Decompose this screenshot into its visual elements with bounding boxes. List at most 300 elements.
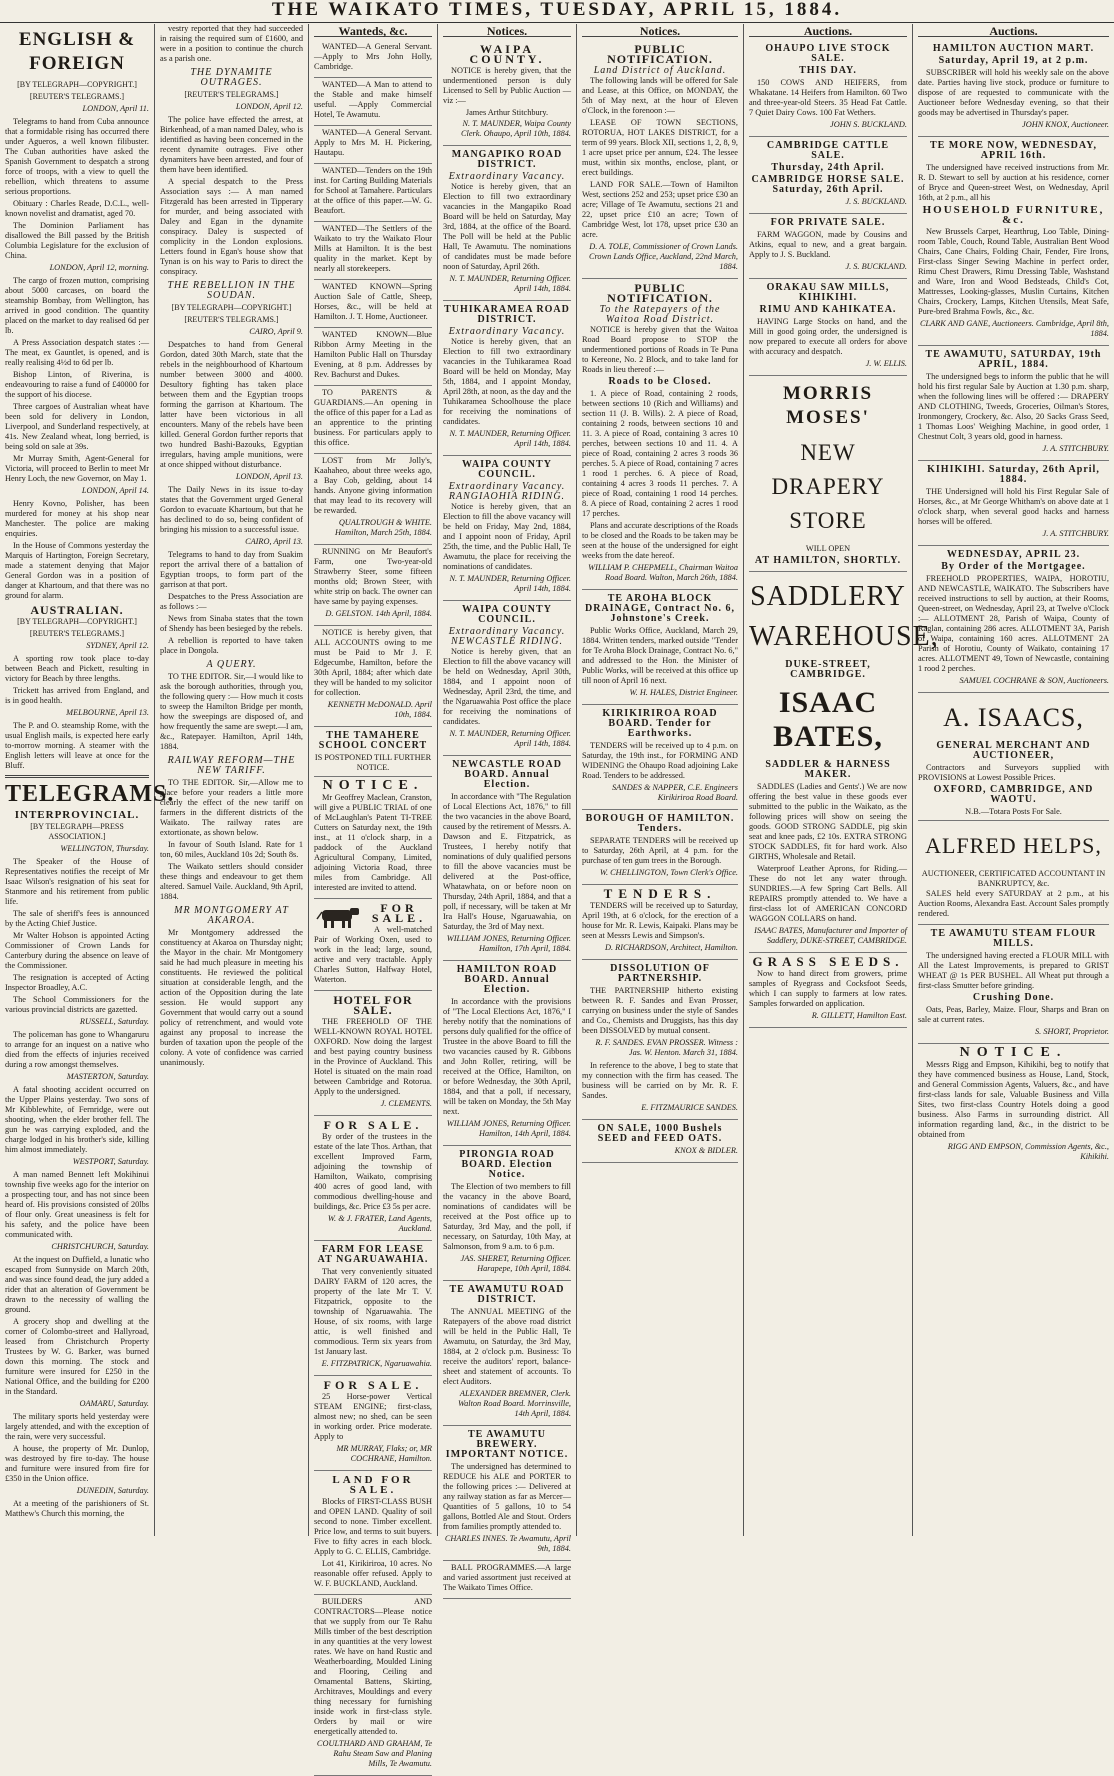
ad-heading: LAND FOR SALE.: [332, 1474, 414, 1496]
ad-heading: WEDNESDAY, APRIL 23.: [946, 549, 1081, 560]
auction-ad: [918, 461, 1109, 546]
ad-text: N.B.—Totara Posts For Sale.: [965, 807, 1062, 816]
notice-block: [443, 1426, 571, 1561]
section-heading-english-foreign: ENGLISH & FOREIGN: [18, 29, 136, 74]
section-heading-notices: Notices.: [582, 26, 738, 37]
ad-text: Lot 41, Kirikiriroa, 10 acres. No reasonable offer refused. Apply to W. F. BUCKLAND, Auckland.: [314, 1559, 432, 1588]
notice-title: BOROUGH OF HAMILTON. Tenders.: [585, 813, 735, 834]
ad-signature: W. & J. FRATER, Land Agents, Auckland.: [327, 1214, 432, 1233]
copyright-line: [BY TELEGRAPH—COPYRIGHT.]: [171, 303, 292, 312]
notice-signature: WILLIAM JONES, Returning Officer. Hamilton, 17th April, 1884.: [446, 934, 571, 953]
article-paragraph: Mr Murray Smith, Agent-General for Victoria, will proceed to Berlin to meet Mr Henry Loch, the new Governor, on May 1.: [5, 454, 149, 483]
column-6: [744, 24, 939, 1536]
article-paragraph: The Dominion Parliament has disallowed the Bill passed by the British Columbia Legislature for the exclusion of China.: [5, 221, 149, 260]
ad-text: SUBSCRIBER will hold his weekly sale on the above date. Parties having live stock, produce or furniture to dispose of are requested to communicate with the Auctioneer before Wednesday evening, so that their goods may be advertised in Thursday's paper.: [918, 68, 1109, 117]
ad-subheading: SADDLER & HARNESS MAKER.: [765, 759, 891, 780]
auction-ad: [749, 40, 907, 137]
notice-signature: N. T. MAUNDER, Returning Officer. April 14th, 1884.: [449, 574, 571, 593]
article-paragraph: News from Sinaba states that the town of Shendy has been besieged by the rebels.: [160, 614, 303, 633]
ad-text: HAVING Large Stocks on hand, and the Mill in good going order, the undersigned is now prepared to execute all orders for above with accuracy and despatch.: [749, 317, 907, 356]
column-3: [309, 24, 438, 1768]
notice-text: In accordance with "The Regulation of Local Elections Act, 1876," to fill the two vacancies in the above Board, caused by the retirement of Messrs. A. Dawson and E. Fitzpatrick, as Trustees, I hereby notify that nominations of duly qualified persons to fill the above vacancies must be delivered at the Post-office, Whatawhata, on or before noon on Thursday, 24th April, 1884, and that a poll, if necessary, will be taken at Mr Ira Hall's House, Ngaruawahia, on Saturday, the 3rd of May next.: [443, 792, 571, 931]
ad-subheading: Saturday, April 19, at 2 p.m.: [938, 55, 1089, 66]
column-5: [577, 24, 744, 1536]
notice-text: Notice is hereby given, that an Election to fill the above vacancy will be held on Friday, May 2nd, 1884, and I appoint noon of Friday, April 25th, the time, and the Public Hall, Te Awamutu, the place for receiving the nominations of candidates.: [443, 502, 571, 571]
copyright-line: [BY TELEGRAPH—COPYRIGHT.]: [17, 617, 137, 626]
notice-subtitle: Roads to be Closed.: [608, 376, 712, 387]
notice-title: TE AWAMUTU BREWERY. IMPORTANT NOTICE.: [445, 1429, 569, 1460]
ad-heading: TE MORE NOW, WEDNESDAY, APRIL 16th.: [929, 140, 1098, 161]
classified-ad: [314, 454, 432, 545]
ad-heading: HAMILTON AUCTION MART.: [932, 43, 1095, 54]
ad-signature: E. FITZPATRICK, Ngaruawahia.: [321, 1359, 432, 1368]
article-paragraph: A Press Association despatch states :— The meat, ex Gauntlet, is opened, and is really realising 4½d to 6d per lb.: [5, 338, 149, 367]
article-paragraph: Mr Walter Hobson is appointed Acting Commissioner of Crown Lands for Canterbury during the absence on leave of the Commissioner.: [5, 931, 149, 970]
section-subheading-interprovincial: INTERPROVINCIAL.: [14, 809, 140, 821]
dateline: WESTPORT, Saturday.: [72, 1157, 149, 1166]
ad-heading: TE AWAMUTU, SATURDAY, 19th APRIL, 1884.: [925, 349, 1102, 370]
notice-text: TENDERS will be received up to Saturday, April 19th, at 6 o'clock, for the erection of a house for Mr. R. Lewis, Kaipaki. Plans may be seen at Messrs Lewis and Simpson's.: [582, 901, 738, 940]
ad-text: LOST from Mr Jolly's, Kaahaheo, about three weeks ago, a Bay Cob, gelding, about 14 hands. Anyone giving information that may lead to its recovery will be rewarded.: [314, 456, 432, 515]
ad-text: WANTED—A General Servant.—Apply to Mrs John Holly, Cambridge.: [314, 42, 432, 71]
notice-block: [443, 1561, 571, 1599]
ad-text: SADDLES (Ladies and Gents'.) We are now offering the best value in these goods ever submitted to the public in the Waikato, as the following prices will show on seeing the goods. GOOD STRONG SADDLE, pig skin seat and knee pads, £2 10s. EXTRA STRONG STOCK SADDLES, fit for hard work. Also GIRTHS, Wholesale and Retail.: [749, 782, 907, 861]
notice-block: [582, 590, 738, 705]
notice-title: NEWCASTLE ROAD BOARD. Annual Election.: [452, 759, 562, 790]
article-paragraph: The cargo of frozen mutton, comprising about 5000 carcases, on board the steamship Bombay, from Wellington, has arrived in good condition. The quantity placed on the market to day realised 6d per lb.: [5, 276, 149, 335]
notice-text: 1. A piece of Road, containing 2 roods, between sections 10 (Rich and Williams) and section 11 (J. B. Wills). 2. A piece of Road, containing 2 roods, between sections 10 and 11. 3. A piece of Road, containing 3 acres 10 perches, between sections 10 and 11. 4. A piece of Road, containing 2 acres 3 roods 36 perches. 5. A piece of Road, containing 7 acres 1 rood 1 perches. 6. A piece of Road, containing 4 acres 3 roods 11 perches. 7. A piece of Road, containing 1 rood 14 perches. 8. A piece of Road, containing 2 acres 1 rood 17 perches.: [582, 389, 738, 518]
column-4: [438, 24, 577, 1592]
article-paragraph: The Speaker of the House of Representatives notifies the receipt of Mr Isaac Wilson's resignation of his seat for Stanmore and his retirement from public life.: [5, 857, 149, 906]
notice-signature: R. F. SANDES. EVAN PROSSER. Witness : Jas. W. Henton. March 31, 1884.: [595, 1038, 738, 1057]
ad-text: SALES held every SATURDAY at 2 p.m., at his Auction Rooms, Alexandra East. Account Sales promptly rendered.: [918, 889, 1109, 918]
article-title-akaroa: MR MONTGOMERY AT AKAROA.: [174, 905, 289, 926]
notice-ad: [314, 777, 432, 899]
notice-subtitle: Extraordinary Vacancy.: [448, 326, 566, 337]
ad-text: The undersigned have received instructions from Mr. R. D. Stewart to sell by auction at his residence, corner of Bryce and Queen-street West, on Wednesday, April 16th, at 2 p.m., all his: [918, 163, 1109, 202]
ad-text: Contractors and Surveyors supplied with PROVISIONS at Lowest Possible Prices.: [918, 763, 1109, 782]
article-paragraph: The P. and O. steamship Rome, with the usual English mails, is expected here early to-morrow morning. A steamer with the English letters will leave at once for the Bluff.: [5, 721, 149, 770]
engine-for-sale-ad: [314, 1376, 432, 1471]
notice-subtitle: To the Ratepayers of the Waitoa Road District.: [599, 304, 721, 325]
notice-signature: KNOX & BIDLER.: [674, 1146, 738, 1155]
ad-text: New Brussels Carpet, Hearthrug, Loo Table, Dining-room Table, Couch, Round Table, Australian Bent Wood Chairs, Cane Chairs, Folding Chair, Fender, Fire Irons, First-class Singer Sewing Machine in perfect order, Rimu Chest Drawers, Rimu Dressing Table, Washstand and Ware, Iron and Wood Bedsteads, Child's Cot, Mattresses, Looking-glasses, Muslin Curtains, Kitchen Chairs, Crockery, Lamps, Kitchen Utensils, Meat Safe, Pure-bred Brahma Fowls, &c., &c.: [918, 227, 1109, 316]
notice-block: [443, 456, 571, 601]
ad-heading: NOTICE.: [322, 778, 424, 793]
notice-text: NOTICE is hereby given, that the undermentioned person is duly Licensed to Sell by Public Auction — viz :—: [443, 66, 571, 105]
hotel-for-sale-ad: [314, 991, 432, 1116]
notice-subtitle: Extraordinary Vacancy. NEWCASTLE RIDING.: [448, 626, 566, 647]
ad-subheading: RIMU AND KAHIKATEA.: [759, 304, 897, 315]
notice-text: NOTICE is hereby given that the Waitoa Road Board propose to STOP the undermentioned portions of Roads in Te Puna to Kereone, No. 2 Block, and to take land for Roads in lieu thereof :—: [582, 325, 738, 374]
article-paragraph: Telegrams to hand to day from Suakim report the arrival there of a battalion of Egyptian troops, to form part of the garrison at that port.: [160, 550, 303, 589]
farm-lease-ad: [314, 1241, 432, 1376]
grass-seeds-ad: [749, 953, 907, 1028]
saddlery-ad: [749, 572, 939, 953]
dateline: WELLINGTON, Thursday.: [60, 844, 149, 853]
ad-heading: NOTICE.: [959, 1045, 1068, 1060]
dateline: LONDON, April 13.: [235, 472, 303, 481]
land-for-sale-ad: [314, 1471, 432, 1595]
notice-block: [443, 146, 571, 301]
notice-title: MANGAPIKO ROAD DISTRICT.: [451, 149, 563, 170]
section-heading-notices: Notices.: [443, 26, 571, 37]
ad-text: FREEHOLD PROPERTIES, WAIPA, HOROTIU, AND NEWCASTLE, WAIKATO. The Subscribers have received instructions to sell by auction, at their Rooms, Queen-street, on Wednesday, April 23, at Twelve o'Clock :— ALLOTMENT 28, Parish of Waipa, County of Raglan, containing 286 acres. ALLOTMENT 3A, Parish of Waipa, containing 160 acres. ALLOTMENT 2A Parish of Horotiu, County of Waikato, containing 17 acres. ALLOTMENT 49, Town of Newcastle, containing 1 rood 2 perches.: [918, 574, 1109, 673]
notice-text: The following lands will be offered for Sale and Lease, at this Office, on MONDAY, the 5th of May next, at the hour of Eleven o'Clock, in the forenoon :—: [582, 76, 738, 115]
notice-signature: WILLIAM P. CHEPMELL, Chairman Waitoa Road Board. Walton, March 26th, 1884.: [588, 563, 738, 582]
article-paragraph: A special despatch to the Press Association says :— A man named Fitzgerald has been arrested in Tipperary for murder, and being associated with Daley and Egan in the dynamite conspiracy. Daley is suspected of complicity in the London explosions. Letters found in Egan's house show that Tynan is on his way to Paris to direct the conspiracy.: [160, 177, 303, 276]
farm-for-sale-ad: [314, 1116, 432, 1241]
dateline: CAIRO, April 9.: [249, 327, 303, 336]
article-paragraph: The police have effected the arrest, at Birkenhead, of a man named Daley, who is identified as having been concerned in the recent dynamite outrages. Five other dynamiters have been arrested, and four of them have been identified.: [160, 115, 303, 174]
ad-signature: COULTHARD AND GRAHAM, Te Rahu Steam Saw and Planing Mills, Te Awamutu.: [316, 1739, 432, 1768]
ad-heading: HOTEL FOR SALE.: [333, 993, 413, 1017]
notice-signature: CHARLES INNES. Te Awamutu, April 9th, 1884.: [444, 1534, 571, 1553]
article-paragraph: At a meeting of the parishioners of St. Matthew's Church this morning, the: [5, 1499, 149, 1518]
notice-block: [443, 601, 571, 756]
article-paragraph: A man named Bennett left Mokihinui township five weeks ago for the interior on a prospecting tour, and has not since been heard of. His provisions consisted of 20lbs of flour only. Great uneasiness is felt for his safety, and the police have been communicated with.: [5, 1170, 149, 1239]
notice-text: Notice is hereby given, that an Election to fill two extraordinary vacancies in the Mangapiko Road Board will be held on Saturday, May 3rd, 1884, at the office of the Board. The Poll will be held at the Public Hall, Te Awamutu. The nominations of candidates must be made before noon of Saturday, April 26th.: [443, 182, 571, 271]
classified-ad: [314, 328, 432, 386]
dateline: CHRISTCHURCH, Saturday.: [51, 1242, 149, 1251]
auction-ad: [918, 137, 1109, 346]
agents-notice-ad: [918, 1044, 1109, 1168]
ad-subheading: Thursday, 24th April.: [771, 162, 885, 173]
notice-title: ON SALE, 1000 Bushels SEED and FEED OATS.: [597, 1123, 723, 1144]
notice-block: [582, 279, 738, 590]
ad-display-heading: ALFRED HELPS,: [925, 833, 1102, 858]
notice-block: [582, 705, 738, 810]
notice-text: Plans and accurate descriptions of the Roads to be closed and the Roads to be taken may be seen at the house of the undersigned for eight weeks from the date hereof.: [582, 521, 738, 560]
notice-signature: D. A. TOLE, Commissioner of Crown Lands. Crown Lands Office, Auckland, 22nd March, 1884.: [588, 242, 738, 271]
article-paragraph: Three cargoes of Australian wheat have been sold for delivery in London, Liverpool, and Sunderland respectively, at 41s. New Zealand wheat, long berried, is being sold on sale at 39s.: [5, 402, 149, 451]
copyright-line: [BY TELEGRAPH—PRESS ASSOCIATION.]: [30, 822, 124, 841]
ad-display-heading: ISAAC BATES,: [773, 686, 883, 753]
oxen-for-sale-ad: [314, 899, 432, 991]
ad-signature: JOHN S. BUCKLAND.: [830, 120, 907, 129]
agency-line: [REUTER'S TELEGRAMS.]: [29, 92, 125, 101]
article-paragraph: The sale of sheriff's fees is announced by the Acting Chief Justice.: [5, 909, 149, 928]
ad-subheading: GENERAL MERCHANT AND AUCTIONEER,: [936, 740, 1091, 761]
notice-title: WAIPA COUNTY COUNCIL.: [462, 604, 552, 625]
ad-heading: CAMBRIDGE CATTLE SALE.: [766, 140, 890, 161]
notice-text: The Election of two members to fill the vacancy in the above Board, nominations of candidates will be received at the Post office up to Saturday, 3rd May, and the poll, if necessary, on Saturday, 10th May, at Salmonson, from 9 a.m. to 6 p.m.: [443, 1182, 571, 1251]
letter-paragraph: TO THE EDITOR. Sir,—I would like to ask the borough authorities, through you, the following query :— How much it costs to sweep the Hamilton Bridge per month, how the sweepings are disposed of, and how frequently the same are swept.—I am, &c., Ratepayer. Hamilton, April 14th, 1884.: [160, 672, 303, 751]
auction-ad: [918, 546, 1109, 693]
ad-signature: CLARK AND GANE, Auctioneers. Cambridge, April 8th, 1884.: [920, 319, 1109, 338]
ad-text: WANTED KNOWN—Spring Auction Sale of Cattle, Sheep, Horses, &c., will be held at Hamilton. J. T. Home, Auctioneer.: [314, 282, 432, 321]
notice-signature: W. CHELLINGTON, Town Clerk's Office.: [599, 868, 738, 877]
notice-signature: N. T. MAUNDER, Returning Officer. April 14th, 1884.: [449, 274, 571, 293]
ad-signature: J. CLEMENTS.: [380, 1099, 432, 1108]
section-heading-auctions: Auctions.: [749, 26, 907, 37]
ad-signature: KENNETH McDONALD. April 10th, 1884.: [327, 700, 432, 719]
classified-ad: [314, 78, 432, 126]
ad-heading: OHAUPO LIVE STOCK SALE.: [765, 43, 891, 64]
ad-display-heading: NEW DRAPERY STORE: [771, 440, 885, 533]
ad-signature: J. S. BUCKLAND.: [845, 262, 907, 271]
article-paragraph: In the House of Commons yesterday the Marquis of Hartington, Foreign Secretary, made a statement denying that Major General Gordon was in a position of danger at Khartoum, and that there was no ground for alarm.: [5, 541, 149, 600]
notice-title: TE AROHA BLOCK DRAINAGE, Contract No. 6, Johnstone's Creek.: [585, 593, 735, 624]
agency-line: [REUTER'S TELEGRAMS.]: [184, 90, 279, 99]
ad-signature: D. GELSTON. 14th April, 1884.: [325, 609, 432, 618]
ad-heading: GRASS SEEDS.: [752, 954, 904, 969]
classified-ad: [314, 386, 432, 454]
notice-title: TUHIKARAMEA ROAD DISTRICT.: [444, 304, 570, 325]
merchant-ad: [918, 693, 1109, 821]
article-paragraph: Despatches to hand from General Gordon, dated 30th March, state that the rebels in the neighbourhood of Khartoum number between 3000 and 4000. Desultory fighting has taken place between them and the Egyptian troops forming the garrison at Khartoum. The latter have been victorious in all encounters. Many of the rebels have been killed. General Gordon further reports that two hundred Bashi-Bazouks, Egyptian irregulars, having ample munitions, were at once shipped without disturbance.: [160, 340, 303, 469]
article-title-railway: RAILWAY REFORM—THE NEW TARIFF.: [167, 755, 296, 776]
section-heading-auctions: Auctions.: [918, 26, 1109, 37]
article-paragraph: A grocery shop and dwelling at the corner of Colombo-street and Hallyroad, leased from Christchurch Property Trustees by W. G. Barker, was burned down this morning. The stock and furniture were insured for £250 in the National Office, and the building for £200 in the Standard.: [5, 1317, 149, 1396]
notice-signature: W. H. HALES, District Engineer.: [629, 688, 738, 697]
article-paragraph: A fatal shooting accident occurred on the Upper Plains yesterday. Two sons of Mr Kibblewhite, of Fernridge, were out shooting, when the elder brother fell. The gun he was carrying exploded, and the charge lodged in his brother's side, killing him almost immediately.: [5, 1085, 149, 1154]
ad-subheading: By Order of the Mortgagee.: [941, 561, 1086, 572]
article-paragraph: Trickett has arrived from England, and is in good health.: [5, 686, 149, 705]
article-paragraph: The resignation is accepted of Acting Inspector Broadley, A.C.: [5, 973, 149, 992]
ad-text: By order of the trustees in the estate of the late Thos. Arthan, that excellent Improved Farm, adjoining the township of Hamilton, Waikato, comprising 400 acres of good land, with commodious dwelling-house and buildings, &c. Price £3 5s per acre.: [314, 1132, 432, 1211]
ad-text: FARM WAGGON, made by Cousins and Atkins, equal to new, and a great bargain. Apply to J. S. Buckland.: [749, 230, 907, 259]
ad-subheading: Crushing Done.: [972, 992, 1055, 1003]
article-title-soudan: THE REBELLION IN THE SOUDAN.: [167, 280, 296, 301]
letter-paragraph: The Waikato settlers should consider these things and endeavour to get them altered. Samuel Vaile. Auckland, 9th April, 1884.: [160, 862, 303, 901]
ox-illustration-icon: [314, 903, 362, 929]
notice-title: KIRIKIRIROA ROAD BOARD. Tender for Earthworks.: [602, 708, 718, 739]
classified-ad: [314, 280, 432, 328]
article-paragraph: A sporting row took place to-day between Beach and Pickett, resulting in victory for Beach by three lengths.: [5, 654, 149, 683]
ad-signature: ISAAC BATES, Manufacturer and Importer of Saddlery, DUKE-STREET, CAMBRIDGE.: [754, 926, 907, 945]
ad-subheading: AT HAMILTON, SHORTLY.: [754, 555, 902, 566]
article-paragraph: The School Commissioners for the various provincial districts are gazetted.: [5, 995, 149, 1014]
auction-ad: [918, 346, 1109, 461]
ad-text: 25 Horse-power Vertical STEAM ENGINE; first-class, almost new; no shed, can be seen in working order. Price moderate. Apply to: [314, 1392, 432, 1441]
dateline: OAMARU, Saturday.: [79, 1399, 149, 1408]
ad-text: IS POSTPONED TILL FURTHER NOTICE.: [314, 753, 432, 772]
ad-signature: J. W. ELLIS.: [865, 359, 907, 368]
notice-text: THE PARTNERSHIP hitherto existing between R. F. Sandes and Evan Prosser, carrying on business under the style of Sandes and Co., Chemists and Druggists, has this day been DISSOLVED by mutual consent.: [582, 986, 738, 1035]
notice-block: [443, 1281, 571, 1426]
ad-text: Blocks of FIRST-CLASS BUSH and OPEN LAND. Quality of soil second to none. Timber excellent. Price low, and terms to suit buyers. Five to fifty acres in each block. Apply to G. C. ELLIS, Cambridge.: [314, 1497, 432, 1556]
ad-text: Waterproof Leather Aprons, for Riding.—These do not let any water through. SUNDRIES.—A few Spring Cart Bells. All REPAIRS promptly attended to. We have a first-class lot of AMERICAN CONCORD WAGGON COLLARS on hand.: [749, 864, 907, 923]
ad-signature: J. A. STITCHBURY.: [1042, 444, 1109, 453]
notice-title: PUBLIC NOTIFICATION.: [607, 281, 713, 305]
article-paragraph: The military sports held yesterday were largely attended, and with the exception of the rain, were very successful.: [5, 1412, 149, 1441]
notice-title: PIRONGIA ROAD BOARD. Election Notice.: [459, 1149, 555, 1180]
article-paragraph: Henry Kovno, Polisher, has been murdered for money at his shop near Manchester. The police are making enquiries.: [5, 499, 149, 538]
ad-display-heading: MORRIS MOSES': [782, 383, 874, 428]
notice-title: HAMILTON ROAD BOARD. Annual Election.: [456, 964, 558, 995]
article-title-dynamite: THE DYNAMITE OUTRAGES.: [190, 67, 273, 88]
notice-block: [443, 756, 571, 961]
notice-signature: WILLIAM JONES, Returning Officer. Hamilton, 14th April, 1884.: [446, 1119, 571, 1138]
article-paragraph: The Daily News in its issue to-day states that the Government urged General Gordon to evacuate Khartoum, but that he has declined to do so, being confident of bringing his mission to a successful issue.: [160, 485, 303, 534]
article-paragraph: vestry reported that they had succeeded in raising the required sum of £1600, and were in a position to continue the church as a parish one.: [160, 24, 303, 63]
ad-subheading: THIS DAY.: [799, 65, 857, 76]
section-heading-australian: AUSTRALIAN.: [30, 603, 124, 617]
ad-subheading: AUCTIONEER, CERTIFICATED ACCOUNTANT IN BANKRUPTCY, &c.: [921, 869, 1106, 888]
article-paragraph: Mr Montgomery addressed the constituency at Akaroa on Thursday night; the Mayor in the chair. Mr Montgomery said he had much pleasure in meeting his constituents. He reviewed the political situation at considerable length, and the action of the Opposition during the late session. He would support any Government that would carry out a sound policy of retrenchment, and would vote against any proposal to increase the burden of taxation upon the people of the colony. A vote of confidence was carried unanimously.: [160, 928, 303, 1067]
notice-text: BALL PROGRAMMES.—A large and varied assortment just received at The Waikato Times Office.: [443, 1563, 571, 1592]
ad-signature: J. S. BUCKLAND.: [845, 197, 907, 206]
ad-text: The undersigned begs to inform the public that he will hold his first regular Sale by Auction at 1.30 p.m. sharp, when the following lines will be offered :— DRAPERY AND CLOTHING, Tweeds, Groceries, Oilman's Stores, Ironmongery, Crockery, &c. Also, 20 Sacks Grass Seed, 1 Thomas Loos' Weighing Machine, in good order, 1 Chestnut Colt, 3 years old, good in harness.: [918, 372, 1109, 441]
notice-subtitle: Land District of Auckland.: [593, 65, 727, 76]
ad-display-heading: A. ISAACS,: [943, 703, 1084, 732]
ad-text: RUNNING on Mr Beaufort's Farm, one Two-year-old Strawberry Steer, some fifteen months old; Brown Steer, with white strip on back. The owner can have same by paying expenses.: [314, 547, 432, 606]
notice-block: [582, 960, 738, 1120]
ad-heading: KIHIKIHI. Saturday, 26th April, 1884.: [927, 464, 1100, 485]
article-paragraph: Despatches to the Press Association are as follows :—: [160, 592, 303, 611]
ad-text: That very conveniently situated DAIRY FARM of 120 acres, the property of the late Mr T. V. Fitzpatrick, opposite to the township of Ngaruawahia. The House, of six rooms, with large attic, is well finished and commodious. Term six years from 1st January last.: [314, 1267, 432, 1356]
notice-signature: N. T. MAUNDER, Returning Officer. April 14th, 1884.: [449, 729, 571, 748]
notice-title: TENDERS.: [603, 886, 717, 901]
sawmill-ad: [749, 279, 907, 376]
ad-signature: RIGG AND EMPSON, Commission Agents, &c., Kihikihi.: [947, 1142, 1109, 1161]
ad-heading: FOR SALE.: [371, 901, 427, 925]
dateline: SYDNEY, April 12.: [86, 641, 149, 650]
notice-subtitle: Extraordinary Vacancy.: [448, 171, 566, 182]
ad-text: NOTICE is hereby given, that ALL ACCOUNTS owing to me must be Paid to Mr J. F. Edgecumbe, Hamilton, before the 30th April, 1884; after which date they will be handed to my solicitor for collection.: [314, 628, 432, 697]
classified-ad: [314, 626, 432, 727]
letter-paragraph: TO THE EDITOR. Sir,—Allow me to place before your readers a little more clearly the effect of the new tariff on farmers in the different districts of the Waikato. The railway rates are extortionate, as shown below.: [160, 778, 303, 837]
ad-text: THE FREEHOLD OF THE WELL-KNOWN ROYAL HOTEL OXFORD. Now doing the largest and best paying country business in the Province of Auckland. This Hotel is situated on the main road between Cambridge and Rotorua. Apply to the undersigned.: [314, 1017, 432, 1096]
classified-ad: [314, 545, 432, 626]
ad-text: Messrs Rigg and Empson, Kihikihi, beg to notify that they have commenced business as House, Land, Stock, and General Commission Agents, Valuers, &c., and have first-class lands for sale, Valuable Business and Villa Sites, two first-class Country Hotels doing a good business. Also Farms in surrounding district. All information regarding land, &c., in the district to be obtained from: [918, 1060, 1109, 1139]
notice-block: [443, 301, 571, 456]
notice-text: The ANNUAL MEETING of the Ratepayers of the above road district will be held in the Public Hall, Te Awamutu, on Saturday, the 3rd May, 1884, at 2 o'clock p.m. Business: To receive the auditors' report, balance-sheet and statement of accounts. To elect Auditors.: [443, 1307, 571, 1386]
auction-ad: [749, 137, 907, 214]
ad-heading: FOR PRIVATE SALE.: [770, 217, 886, 228]
ad-display-heading: WAREHOUSE,: [749, 621, 939, 652]
ad-text: Mr Geoffrey Maclean, Cranston, will give a PUBLIC TRIAL of one of McLaughlan's Patent TI-TREE Cutters on Saturday next, the 19th inst., at 11 o'clock sharp, in a paddock of the Auckland Agricultural Company, Limited, adjoining Victoria Road, three miles from Cambridge. All interested are invited to attend.: [314, 793, 432, 892]
dateline: MASTERTON, Saturday.: [66, 1072, 149, 1081]
notice-signature: ALEXANDER BREMNER, Clerk. Walton Road Board. Morrinsville, 14th April, 1884.: [457, 1389, 571, 1418]
notice-text: LEASE OF TOWN SECTIONS, ROTORUA, HOT LAKES DISTRICT, for a term of 99 years. Block XII, sections 1, 2, 8, 9, 1 acre upset price per annum, £24. The lessee must, within six months, enclose, plant, or erect buildings.: [582, 118, 738, 177]
ad-signature: SAMUEL COCHRANE & SON, Auctioneers.: [959, 676, 1109, 685]
ad-signature: J. A. STITCHBURY.: [1042, 529, 1109, 538]
ad-heading: FARM FOR LEASE AT NGARUAWAHIA.: [317, 1244, 429, 1265]
ad-display-heading: SADDLERY: [750, 581, 906, 612]
divider: [5, 775, 149, 778]
builders-ad: [314, 1595, 432, 1776]
copyright-line: [BY TELEGRAPH—COPYRIGHT.]: [17, 80, 137, 89]
notice-signature: SANDES & NAPPER, C.E. Engineers Kirikiriroa Road Board.: [611, 783, 738, 802]
dateline: LONDON, April 14.: [81, 486, 149, 495]
ad-text: THE Undersigned will hold his First Regular Sale of Horses, &c., at Mr George Whitham's on above date at 1 o'clock sharp, when several good hacks and harness horses will be offered.: [918, 487, 1109, 526]
notice-text: SEPARATE TENDERS will be received up to Saturday, 26th April, at 4 p.m. for the purchase of ten gum trees in the Borough.: [582, 836, 738, 865]
section-heading-telegrams: TELEGRAMS.: [5, 781, 175, 807]
article-paragraph: A rebellion is reported to have taken place in Dongola.: [160, 636, 303, 655]
ad-text: WANTED—Tenders on the 19th inst. for Carting Building Materials for School at Tamahere. Particulars at the office of this paper.—W. G. Beaufort.: [314, 166, 432, 215]
notice-block: [582, 40, 738, 279]
notice-signature: JAS. SHERET, Returning Officer. Harapepe, 10th April, 1884.: [460, 1254, 571, 1273]
notice-text: James Arthur Stitchbury.: [465, 108, 549, 117]
notice-block: [443, 40, 571, 146]
article-paragraph: Telegrams to hand from Cuba announce that a formidable rising has occurred there under Agueros, a well known filibuster. The Cuban authorities have asked the Spanish Government to despatch a strong force of troops, with a view to quell the rebellion, which threatens to assume serious proportions.: [5, 117, 149, 196]
notice-text: TENDERS will be received up to 4 p.m. on Saturday, the 19th inst., for FORMING AND WIDENING the Ohaupo Road adjoining Lake Road. Tenders to be addressed.: [582, 741, 738, 780]
notice-text: In accordance with the provisions of "The Local Elections Act, 1876," I hereby notify that the nominations of persons duly qualified for the office of Trustee in the above Board to fill the two vacancies caused by R. Gibbons and John Roller, retiring, will be received at the Office, Hamilton, on or before Wednesday, the 30th April, 1884, and that a poll, if necessary, will be taken on Monday, the 5th May next.: [443, 997, 571, 1116]
notice-title: WAIPA COUNTY.: [469, 42, 545, 66]
auction-ad: [749, 214, 907, 279]
notice-subtitle: Extraordinary Vacancy. RANGIAOHIA RIDING.: [448, 481, 566, 502]
ad-text: Now to hand direct from growers, prime samples of Ryegrass and Cocksfoot Seeds, which I can supply to farmers at low rates. Samples forwarded on application.: [749, 969, 907, 1008]
article-paragraph: Bishop Linton, of Riverina, is endeavouring to raise a fund of £40000 for the support of his diocese.: [5, 370, 149, 399]
ad-signature: QUALTROUGH & WHITE. Hamilton, March 25th, 1884.: [335, 518, 432, 537]
ad-heading: ORAKAU SAW MILLS, KIHIKIHI.: [766, 282, 890, 303]
notice-text: In reference to the above, I beg to state that my connection with the firm has ceased. The business will be carried on by Mr. R. F. Sandes.: [582, 1061, 738, 1100]
letter-paragraph: In favour of South Island. Rate for 1 ton, 60 miles, Auckland 10s 2d; South 8s.: [160, 840, 303, 859]
notice-signature: N. T. MAUNDER, Returning Officer. April 14th, 1884.: [449, 429, 571, 448]
ad-heading: TE AWAMUTU STEAM FLOUR MILLS.: [930, 928, 1097, 949]
ad-text: Oats, Peas, Barley, Maize. Flour, Sharps and Bran on sale at current rates.: [918, 1005, 1109, 1024]
dateline: LONDON, April 12.: [235, 102, 303, 111]
ad-text: The undersigned having erected a FLOUR MILL with All the Latest Improvements, is prepared to GRIST WHEAT @ 1s PER BUSHEL. All Wheat put through a first-class Smutter before grinding.: [918, 951, 1109, 990]
dateline: RUSSELL, Saturday.: [79, 1017, 149, 1026]
ad-text: WANTED—A General Servant. Apply to Mrs M. H. Pickering, Hautapu.: [314, 128, 432, 157]
notice-text: The undersigned has determined to REDUCE his ALE and PORTER to the following prices :— Delivered at any railway station as far as Mercer— Quantities of 5 gallons, 10 to 54 gallons, Bottled Ale and Stout. Orders from families promptly attended to.: [443, 1462, 571, 1531]
ad-text: WANTED KNOWN—Blue Ribbon Army Meeting in the Hamilton Public Hall on Thursday Evening, at 8 p.m. Addresses by Rev. Bachurst and Dukes.: [314, 330, 432, 379]
ad-text: 150 COWS AND HEIFERS, from Whakatane. 14 Heifers from Hamilton. 60 Two and three-year-old Steers. 35 Head Fat Cattle. 7 Quiet Dairy Cows. 100 Fat Wethers.: [749, 78, 907, 117]
ad-subheading: OXFORD, CAMBRIDGE, AND WAOTU.: [933, 784, 1094, 805]
ad-subheading: DUKE-STREET, CAMBRIDGE.: [785, 659, 871, 680]
classified-ad: [314, 222, 432, 280]
dateline: CAIRO, April 13.: [245, 537, 303, 546]
ad-text: WANTED—The Settlers of the Waikato to try the Waikato Flour Mills at Hamilton. It is the best quality in the market. Kept by nearly all storekeepers.: [314, 224, 432, 273]
column-7: [913, 24, 1114, 1536]
notice-block: [443, 1146, 571, 1281]
notice-title: TE AWAMUTU ROAD DISTRICT.: [449, 1284, 565, 1305]
ad-signature: MR MURRAY, Flaks; or, MR COCHRANE, Hamilton.: [336, 1444, 432, 1463]
column-2: [155, 24, 309, 1536]
ad-text: WILL OPEN: [805, 544, 851, 553]
notice-title: DISSOLUTION OF PARTNERSHIP.: [610, 963, 710, 984]
ad-text: A well-matched Pair of Working Oxen, used to work in the lead; large, sound, active and very tractable. Apply Charles Sutton, Halfway Hotel, Waterton.: [314, 925, 432, 984]
dateline: LONDON, April 11.: [82, 104, 149, 113]
article-paragraph: A house, the property of Mr. Dunlop, was destroyed by fire to-day. The house and furniture were insured from fire for £350 in the Union office.: [5, 1444, 149, 1483]
ad-heading: FOR SALE.: [323, 1118, 423, 1132]
column-1: [0, 24, 175, 1536]
classified-ad: [314, 40, 432, 78]
drapery-store-ad: [749, 376, 907, 572]
notice-signature: N. T. MAUNDER, Waipa County Clerk. Ohaupo, April 10th, 1884.: [460, 119, 571, 138]
ad-heading: FOR SALE.: [323, 1378, 423, 1392]
ad-signature: S. SHORT, Proprietor.: [1035, 1027, 1109, 1036]
agency-line: [REUTER'S TELEGRAMS.]: [184, 315, 279, 324]
ad-heading: THE TAMAHERE SCHOOL CONCERT: [318, 730, 428, 751]
article-paragraph: At the inquest on Duffield, a lunatic who escaped from Sunnyside on March 20th, and was since found dead, the jury added a rider that an alteration of Government be drawn to the necessity of walling the ground.: [5, 1255, 149, 1314]
ad-text: BUILDERS AND CONTRACTORS—Please notice that we supply from our Te Rahu Mills timber of the best description in any quantities at the very lowest rates. We have on hand Rustic and Weatherboarding, Moulded Lining and Flooring, Ceiling and Ornamental Battens, Skirting, Architraves, Mouldings and every thing necessary for furnishing inside work in first-class style. Orders by mail or wire energetically attended to.: [314, 1597, 432, 1736]
notice-signature: E. FITZMAURICE SANDES.: [641, 1103, 738, 1112]
concert-ad: [314, 727, 432, 777]
ad-signature: JOHN KNOX, Auctioneer.: [1022, 120, 1109, 129]
ad-signature: R. GILLETT, Hamilton East.: [811, 1011, 907, 1020]
classified-ad: [314, 126, 432, 164]
notice-title: PUBLIC NOTIFICATION.: [607, 42, 713, 66]
ad-subheading: HOUSEHOLD FURNITURE, &c.: [922, 204, 1105, 226]
ad-subheading: CAMBRIDGE HORSE SALE. Saturday, 26th April.: [751, 174, 905, 195]
dateline: DUNEDIN, Saturday.: [76, 1486, 149, 1495]
notice-block: [582, 810, 738, 885]
ad-text: TO PARENTS & GUARDIANS.—An opening in the office of this paper for a Lad as an apprentice to the printing business. For particulars apply to this office.: [314, 388, 432, 447]
article-title-query: A QUERY.: [206, 659, 257, 670]
auctioneer-ad: [918, 821, 1109, 925]
masthead: THE WAIKATO TIMES, TUESDAY, APRIL 15, 1884.: [0, 0, 1114, 23]
flour-mill-ad: [918, 925, 1109, 1044]
notice-signature: D. RICHARDSON, Architect, Hamilton.: [605, 943, 738, 952]
ad-text: WANTED—A Man to attend to the Stable and make himself useful. —Apply Commercial Hotel, Te Awamutu.: [314, 80, 432, 119]
classified-ad: [314, 164, 432, 222]
dateline: MELBOURNE, April 13.: [66, 708, 149, 717]
notice-text: Notice is hereby given, that an Election to fill two extraordinary vacancies in the Tuhikaramea Road Board will be held on Monday, May 5th, 1884, and I appoint Monday, April 28th, at noon, as the day and the Tuhikaramea Schoolhouse the place for receiving the nominations of candidates.: [443, 337, 571, 426]
